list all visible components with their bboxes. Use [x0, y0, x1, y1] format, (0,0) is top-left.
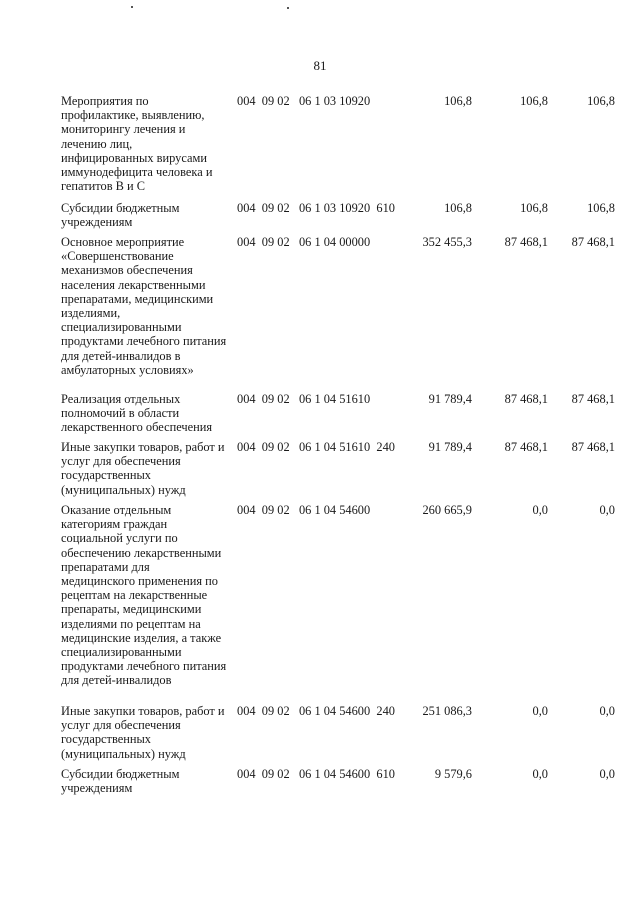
row-value-3: 106,8 — [587, 94, 615, 108]
row-value-3: 87 468,1 — [571, 392, 615, 406]
row-value-2: 87 468,1 — [504, 235, 548, 249]
row-code: 004 09 02 06 1 04 51610 240 — [237, 440, 395, 454]
scan-mark — [287, 7, 289, 9]
row-description: Иные закупки товаров, работ и услуг для обеспечения государственных (муниципальных) нужд — [61, 704, 225, 761]
row-code: 004 09 02 06 1 03 10920 610 — [237, 201, 395, 215]
row-value-1: 9 579,6 — [434, 767, 472, 781]
row-value-1: 251 086,3 — [422, 704, 472, 718]
row-value-2: 0,0 — [532, 767, 548, 781]
row-value-3: 0,0 — [599, 767, 615, 781]
row-value-2: 0,0 — [532, 704, 548, 718]
row-description: Реализация отдельных полномочий в области лекарственного обеспечения — [61, 392, 213, 435]
row-value-2: 87 468,1 — [504, 440, 548, 454]
row-value-1: 106,8 — [444, 94, 472, 108]
row-value-3: 106,8 — [587, 201, 615, 215]
row-value-1: 260 665,9 — [422, 503, 472, 517]
row-value-1: 106,8 — [444, 201, 472, 215]
row-description: Основное мероприятие «Совершенствование механизмов обеспечения населения лекарственными препаратами, медицинскими изделиями, специализированными продуктами лечебного питания для детей-инвалидов в амбулаторных условиях» — [61, 235, 227, 377]
row-value-1: 91 789,4 — [428, 392, 472, 406]
row-code: 004 09 02 06 1 04 54600 610 — [237, 767, 395, 781]
row-value-3: 87 468,1 — [571, 440, 615, 454]
row-value-2: 0,0 — [532, 503, 548, 517]
row-code: 004 09 02 06 1 03 10920 — [237, 94, 371, 108]
row-description: Субсидии бюджетным учреждениям — [61, 767, 180, 796]
row-value-1: 352 455,3 — [422, 235, 472, 249]
row-description: Субсидии бюджетным учреждениям — [61, 201, 180, 230]
row-description: Оказание отдельным категориям граждан социальной услуги по обеспечению лекарственными препаратами для медицинского применения по рецептам на лекарственные препараты, медицинскими изделиями по рецептам на медицинские изделия, а также специализированными продуктами лечебного питания для детей-инвалидов — [61, 503, 227, 688]
row-value-1: 91 789,4 — [428, 440, 472, 454]
page-number: 81 — [313, 58, 327, 73]
row-value-2: 106,8 — [520, 201, 548, 215]
row-value-3: 0,0 — [599, 704, 615, 718]
row-value-3: 0,0 — [599, 503, 615, 517]
row-value-2: 87 468,1 — [504, 392, 548, 406]
row-description: Иные закупки товаров, работ и услуг для обеспечения государственных (муниципальных) нужд — [61, 440, 225, 497]
row-code: 004 09 02 06 1 04 51610 — [237, 392, 371, 406]
row-code: 004 09 02 06 1 04 54600 — [237, 503, 371, 517]
row-value-3: 87 468,1 — [571, 235, 615, 249]
scan-mark — [131, 6, 133, 8]
row-code: 004 09 02 06 1 04 00000 — [237, 235, 371, 249]
row-code: 004 09 02 06 1 04 54600 240 — [237, 704, 395, 718]
row-value-2: 106,8 — [520, 94, 548, 108]
row-description: Мероприятия по профилактике, выявлению, мониторингу лечения и лечению лиц, инфицированных вирусами иммунодефицита человека и гепатитов В и С — [61, 94, 213, 194]
